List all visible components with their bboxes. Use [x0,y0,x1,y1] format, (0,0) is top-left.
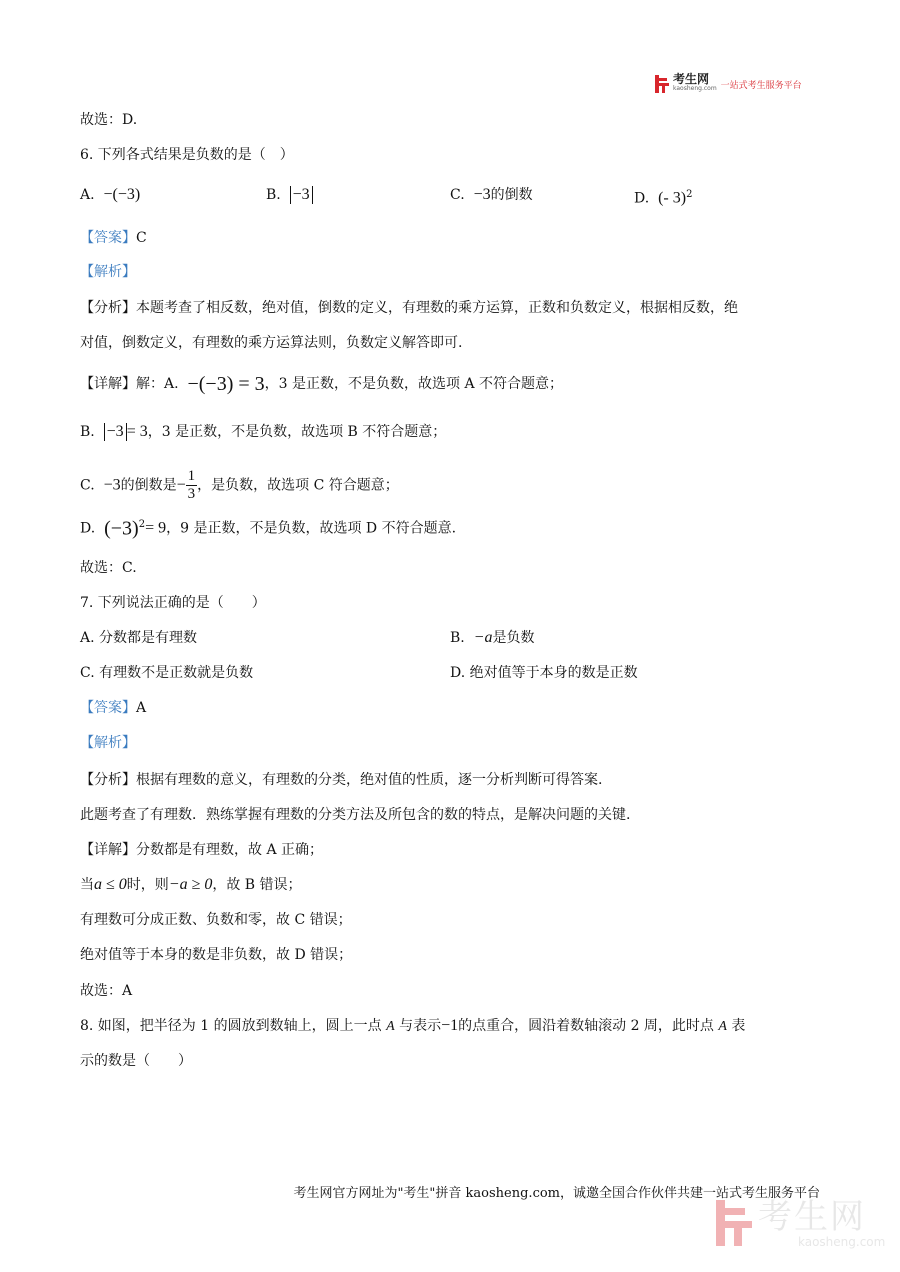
q6-fenxi-line-2: 对值，倒数定义，有理数的乘方运算法则，负数定义解答即可. [80,335,463,351]
prev-choice: 故选：D. [80,112,138,128]
footer-text: 考生网官方网址为"考生"拼音 kaosheng.com，诚邀全国合作伙伴共建一站式考生服务平台 [293,1186,820,1201]
q6-option-d: D. (- 3)$^2$ [634,189,693,207]
q7-option-a: A. 分数都是有理数 [80,630,198,646]
q6-detail-b: B. −3 = 3，3 是正数，不是负数，故选项 B 不符合题意； [80,423,447,440]
logo-name: 考生网 [673,72,710,86]
q6-option-b-expr: −3 [290,186,313,204]
q7-note: 此题考查了有理数．熟练掌握有理数的分类方法及所包含的数的特点，是解决问题的关键. [80,807,631,823]
q6-fenxi-line-1: 【分析】本题考查了相反数，绝对值，倒数的定义，有理数的乘方运算，正数和负数定义，根据相反数，绝 [80,300,738,316]
q7-answer: 【答案】A [80,700,147,716]
q6-detail-a: 【详解】解：A. −(−3) = 3，3 是正数，不是负数，故选项 A 不符合题意； [80,373,564,395]
q8-stem-line-1: 8. 如图，把半径为 1 的圆放到数轴上，圆上一点 A 与表示−1的点重合，圆沿着数轴滚动 2 周，此时点 A 表 [80,1017,746,1034]
q6-fraction: $\frac{1}{3}$ [187,468,196,502]
logo-domain: kaosheng.com [673,85,717,92]
q6-detail-c: C. −3的倒数是− $\frac{1}{3}$ ，是负数，故选项 C 符合题意； [80,468,399,502]
logo-slogan: 一站式考生服务平台 [720,80,802,91]
q6-option-a-expr: −(−3) [103,186,141,203]
q7-option-b: B. −a是负数 [450,629,535,646]
q6-answer: 【答案】C [80,230,147,246]
watermark-logo-icon [716,1200,752,1246]
q7-detail-b: 当a ≤ 0时，则−a ≥ 0，故 B 错误； [80,876,302,893]
q7-option-d: D. 绝对值等于本身的数是正数 [450,665,638,681]
watermark-domain: kaosheng.com [798,1235,886,1249]
q6-option-b: B. −3 [266,185,313,205]
q7-stem: 7. 下列说法正确的是（ ） [80,595,266,611]
watermark-name: 考生网 [758,1197,866,1237]
q8-stem-line-2: 示的数是（ ） [80,1053,192,1069]
q6-detail-d: D. $(-3)^2= 9$，9 是正数，不是负数，故选项 D 不符合题意. [80,517,457,540]
watermark [716,1198,885,1248]
q6-option-a: A. −(−3) [80,186,141,203]
q7-detail-a: 【详解】分数都是有理数，故 A 正确； [80,842,324,858]
q7-choice: 故选：A [80,983,133,999]
q6-option-c: C. −3的倒数 [450,186,533,203]
q6-choice: 故选：C. [80,560,137,576]
q7-analysis-heading: 【解析】 [80,735,136,751]
q6-stem: 6. 下列各式结果是负数的是（ ） [80,147,294,163]
q7-option-c: C. 有理数不是正数就是负数 [80,665,254,681]
logo-mark-icon [655,75,669,93]
q7-detail-d: 绝对值等于本身的数是非负数，故 D 错误； [80,947,353,963]
q7-detail-c: 有理数可分成正数、负数和零，故 C 错误； [80,912,352,928]
q6-analysis-heading: 【解析】 [80,264,136,280]
q7-fenxi: 【分析】根据有理数的意义，有理数的分类，绝对值的性质，逐一分析判断可得答案. [80,772,603,788]
header-logo [655,74,802,94]
